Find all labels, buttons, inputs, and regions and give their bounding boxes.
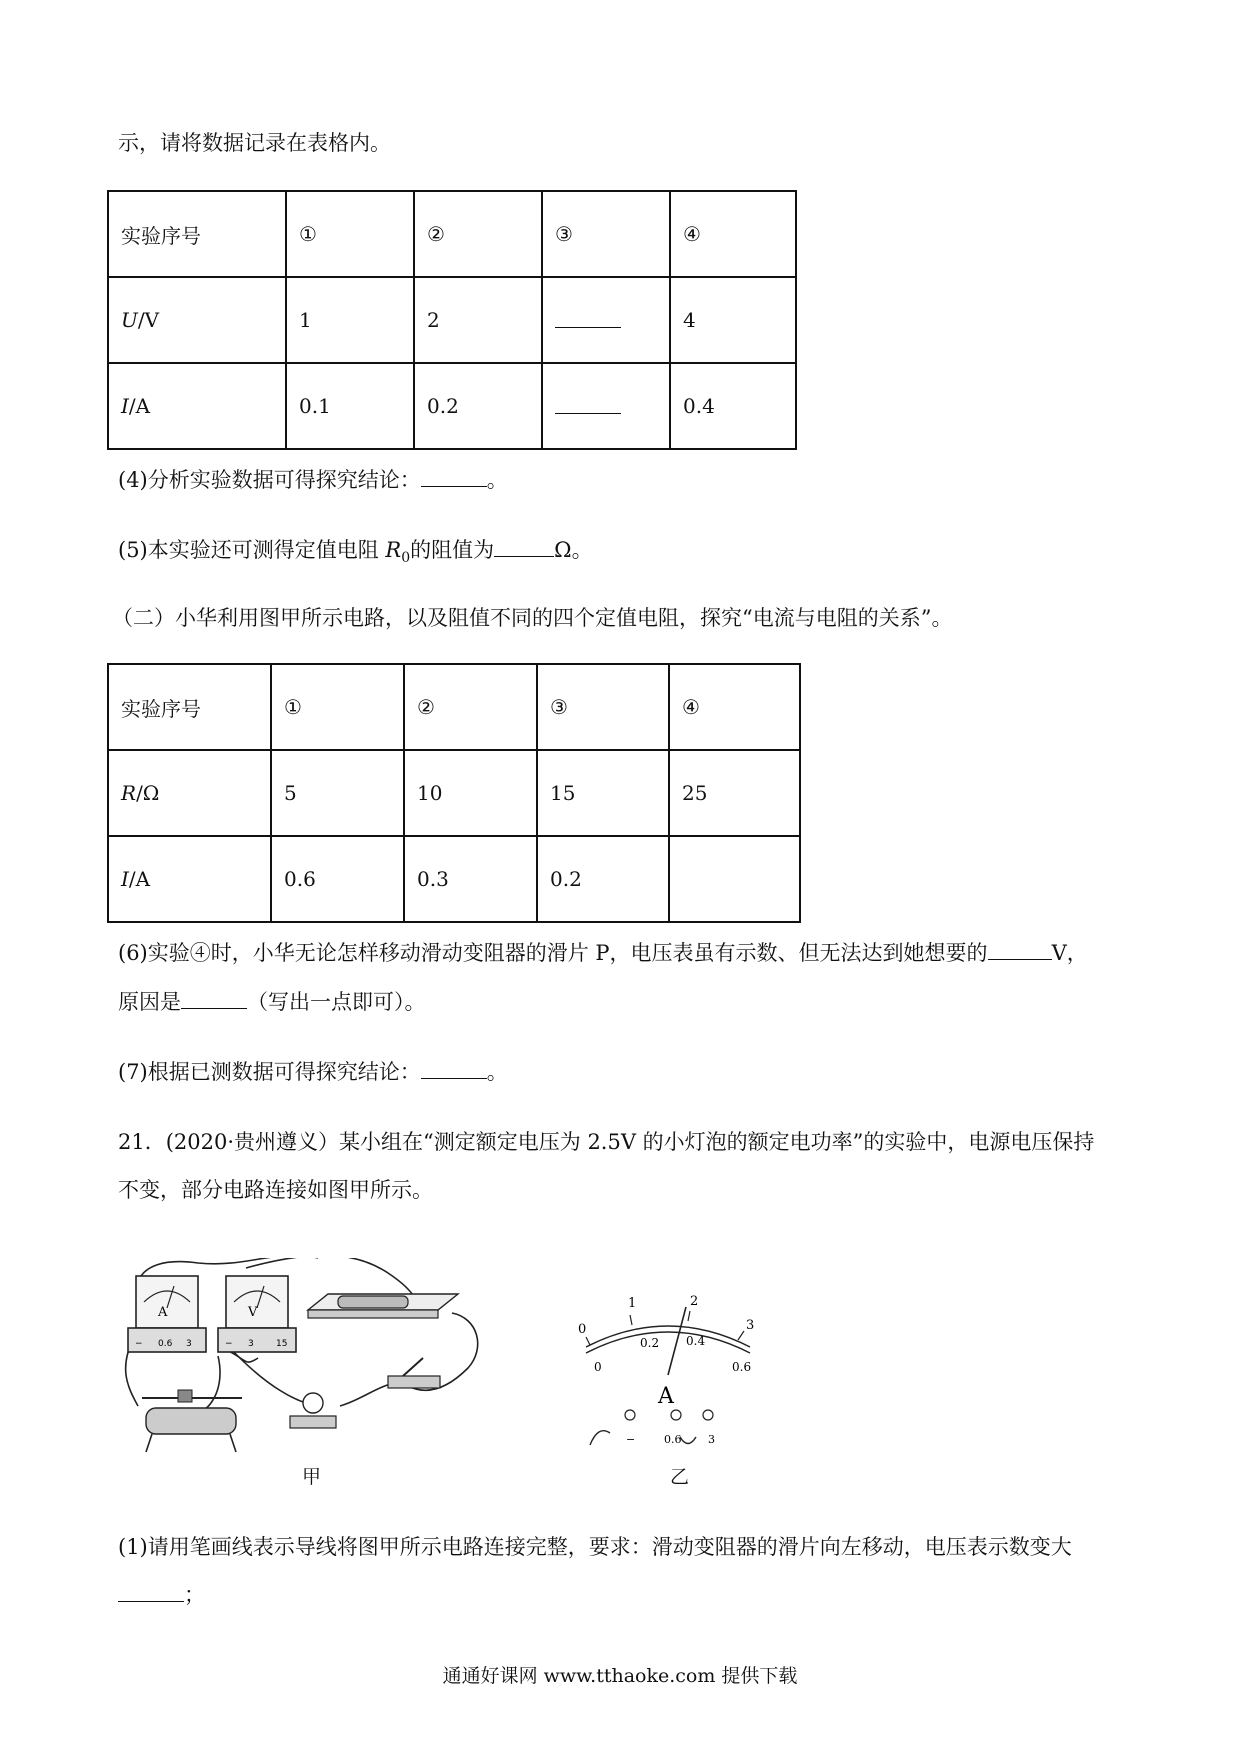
table-cell: 2 (414, 277, 542, 363)
table-cell (108, 363, 286, 449)
scale-label-bottom: 0 (594, 1360, 602, 1374)
data-table-1 (107, 190, 797, 450)
part-two-intro: （二）小华利用图甲所示电路，以及阻值不同的四个定值电阻，探究“电流与电阻的关系”。 (112, 606, 953, 630)
question-text: 的阻值为 (410, 538, 495, 562)
intro-line: 示，请将数据记录在表格内。 (118, 131, 391, 155)
punctuation: ； (184, 1583, 205, 1607)
answer-blank[interactable] (494, 536, 554, 557)
terminal-label: 3 (186, 1339, 192, 1349)
circuit-figure-jia (118, 1258, 488, 1458)
subscript: 0 (401, 550, 411, 567)
scale-label-bottom: 0.2 (640, 1336, 660, 1350)
bulb (290, 1393, 336, 1428)
variable-u: U (121, 308, 138, 332)
ammeter-symbol: A (158, 1305, 168, 1320)
table-cell: ② (404, 664, 537, 750)
terminal-label: 3 (708, 1433, 715, 1446)
table-cell: ③ (537, 664, 669, 750)
rheostat (142, 1390, 242, 1452)
answer-blank[interactable] (421, 1058, 487, 1079)
table-row (108, 836, 800, 922)
table-cell: ③ (542, 191, 670, 277)
table-cell: ④ (670, 191, 796, 277)
voltmeter (218, 1276, 296, 1352)
answer-blank[interactable] (555, 307, 621, 328)
table-row (108, 277, 796, 363)
question-6-line-1 (118, 938, 1088, 968)
question-text: (4)分析实验数据可得探究结论： (118, 468, 421, 492)
answer-blank[interactable] (988, 939, 1052, 960)
scale-label-top: 2 (690, 1294, 699, 1309)
question-6-line-2 (118, 987, 426, 1017)
table-cell: 0.1 (286, 363, 414, 449)
table-cell: 0.2 (537, 836, 669, 922)
table-cell (108, 836, 271, 922)
unit: /V (137, 308, 160, 332)
figure-caption-jia: 甲 (302, 1466, 322, 1488)
ammeter (128, 1276, 206, 1352)
table-cell (108, 277, 286, 363)
unit: /Ω (136, 781, 160, 805)
table-cell: 实验序号 (108, 664, 271, 750)
table-row (108, 750, 800, 836)
variable-i: I (121, 394, 129, 418)
terminal-label: 3 (248, 1339, 254, 1349)
table-cell: ② (414, 191, 542, 277)
table-cell: 0.6 (271, 836, 404, 922)
scale-label-bottom: 0.4 (686, 1334, 706, 1348)
table-cell (669, 836, 800, 922)
question-text: (6)实验④时，小华无论怎样移动滑动变阻器的滑片 P，电压表虽有示数、但无法达到她想要的 (118, 941, 988, 965)
unit: /A (128, 394, 151, 418)
terminal-label: − (225, 1339, 233, 1349)
page-footer: 通通好课网 www.tthaoke.com 提供下载 (442, 1665, 798, 1687)
answer-blank[interactable] (181, 988, 247, 1009)
question-7 (118, 1057, 508, 1087)
terminal-label: − (135, 1339, 143, 1349)
table-cell: 15 (537, 750, 669, 836)
table-cell: ④ (669, 664, 800, 750)
unit: V， (1051, 941, 1088, 965)
table-cell: ① (271, 664, 404, 750)
question-1-line-2 (118, 1580, 205, 1610)
terminal-label: 0.6 (158, 1339, 173, 1349)
scale-label-top: 0 (578, 1322, 587, 1337)
table-cell: 4 (670, 277, 796, 363)
battery (308, 1294, 458, 1318)
question-21-line-2: 不变，部分电路连接如图甲所示。 (118, 1178, 433, 1202)
punctuation: 。 (486, 1060, 508, 1084)
table-cell: 实验序号 (108, 191, 286, 277)
question-text: (5)本实验还可测得定值电阻 (118, 538, 386, 562)
table-cell: 0.2 (414, 363, 542, 449)
terminal-label: − (626, 1433, 636, 1446)
variable-i: I (121, 867, 129, 891)
question-text: (7)根据已测数据可得探究结论： (118, 1060, 421, 1084)
scale-label-top: 1 (628, 1296, 637, 1311)
answer-blank[interactable] (555, 393, 621, 414)
table-cell: 1 (286, 277, 414, 363)
table-row (108, 664, 800, 750)
ammeter-symbol: A (658, 1384, 674, 1409)
table-cell: ① (286, 191, 414, 277)
variable-r: R (121, 781, 137, 805)
unit: /A (128, 867, 151, 891)
unit: Ω。 (554, 538, 593, 562)
switch (388, 1358, 440, 1388)
question-5 (118, 535, 593, 573)
voltmeter-symbol: V (248, 1305, 258, 1320)
ammeter-dial-figure-yi (568, 1285, 768, 1465)
question-4 (118, 465, 508, 495)
table-cell: 10 (404, 750, 537, 836)
question-1-line-1: (1)请用笔画线表示导线将图甲所示电路连接完整，要求：滑动变阻器的滑片向左移动，电压表示数变大 (118, 1535, 1072, 1559)
scale-label-bottom: 0.6 (732, 1360, 752, 1374)
table-cell (108, 750, 271, 836)
answer-blank[interactable] (118, 1581, 184, 1602)
punctuation: 。 (486, 468, 508, 492)
terminal-label: 0.6 (664, 1433, 682, 1446)
terminal-label: 15 (276, 1339, 288, 1349)
table-row (108, 191, 796, 277)
question-text: 原因是 (118, 990, 181, 1014)
table-row (108, 363, 796, 449)
variable-r: R (385, 538, 402, 562)
table-cell (542, 277, 670, 363)
question-text: （写出一点即可）。 (247, 990, 426, 1014)
figure-caption-yi: 乙 (670, 1466, 690, 1488)
table-cell: 5 (271, 750, 404, 836)
table-cell: 25 (669, 750, 800, 836)
table-cell: 0.4 (670, 363, 796, 449)
answer-blank[interactable] (421, 466, 487, 487)
table-cell (542, 363, 670, 449)
question-21-line-1: 21．(2020·贵州遵义）某小组在“测定额定电压为 2.5V 的小灯泡的额定电功率”的实验中，电源电压保持 (118, 1130, 1095, 1154)
data-table-2 (107, 663, 801, 923)
table-cell: 0.3 (404, 836, 537, 922)
scale-label-top: 3 (746, 1318, 755, 1333)
